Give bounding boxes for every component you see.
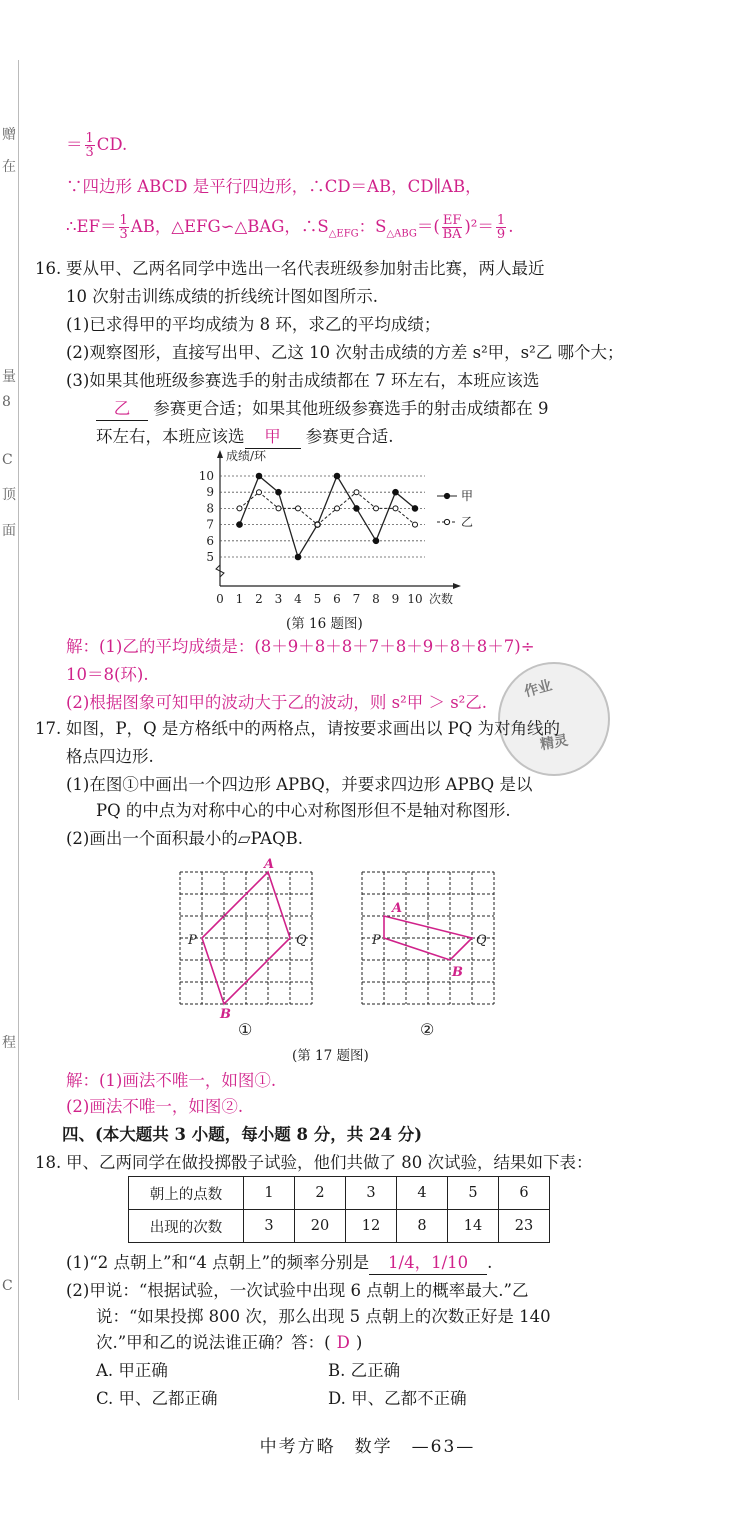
option-c: C. 甲、乙都正确 (96, 1389, 218, 1408)
q17-text-1: 如图，P，Q 是方格纸中的两格点，请按要求画出以 PQ 为对角线的 (66, 719, 560, 738)
question-number-17: 17. (35, 719, 62, 738)
data-point (276, 506, 281, 511)
x-tick-label: 0 (216, 592, 224, 606)
margin-fragment: 程 (2, 1035, 16, 1051)
page-fold-line (18, 60, 19, 1400)
point-label-P: P (372, 933, 381, 948)
table-cell: 14 (448, 1210, 499, 1243)
q16-solution-2: 10＝8(环). (66, 665, 149, 684)
q16-line-chart (190, 446, 490, 614)
q16-part-1: (1)已求得甲的平均成绩为 8 环，求乙的平均成绩； (66, 315, 441, 334)
table-cell: 23 (499, 1210, 550, 1243)
option-b: B. 乙正确 (328, 1361, 401, 1380)
margin-fragment: C (2, 1278, 13, 1294)
data-point (412, 506, 418, 512)
q17-solution-2: (2)画法不唯一，如图②. (66, 1097, 244, 1116)
q17-part-1: (1)在图①中画出一个四边形 APBQ，并要求四边形 APBQ 是以 (66, 775, 533, 794)
data-point (315, 522, 320, 527)
data-point (413, 522, 418, 527)
x-tick-label: 7 (352, 592, 361, 606)
q18-part-2-line1: (2)甲说：“根据试验，一次试验中出现 6 点朝上的概率最大.”乙 (66, 1281, 529, 1300)
figure-label-2: ② (420, 1020, 435, 1039)
q16-part-2: (2)观察图形，直接写出甲、乙这 10 次射击成绩的方差 s²甲，s²乙 哪个大； (66, 343, 624, 362)
x-axis-label: 次数 (429, 592, 454, 606)
series-line-甲 (240, 476, 416, 557)
x-tick-label: 4 (294, 592, 302, 606)
legend-marker (444, 493, 449, 498)
margin-fragment: 赠 (2, 127, 16, 143)
q16-part-3-line2: 乙 参赛更合适；如果其他班级参赛选手的射击成绩都在 9 (96, 398, 549, 421)
x-tick-label: 5 (313, 592, 322, 606)
data-point (295, 554, 301, 560)
table-row (129, 1177, 550, 1210)
q17-grid-figure-2 (358, 852, 498, 1012)
data-point (335, 506, 340, 511)
answer-blank: 甲 (245, 426, 301, 449)
figure-label-1: ① (238, 1020, 253, 1039)
margin-fragment: 量 (2, 369, 16, 385)
prev-solution-line-2: ∵四边形 ABCD 是平行四边形，∴CD＝AB，CD∥AB， (66, 177, 482, 196)
answer-choice: D (336, 1333, 350, 1352)
prev-solution-line-1: ＝ $\frac{1}{3}$ CD. (66, 131, 128, 160)
table-cell: 6 (499, 1177, 550, 1210)
q16-text-1: 要从甲、乙两名同学中选出一名代表班级参加射击比赛，两人最近 (66, 259, 545, 278)
q18-part-2-line2: 说：“如果投掷 800 次，那么出现 5 点朝上的次数正好是 140 (96, 1307, 551, 1326)
question-number-18: 18. (35, 1153, 62, 1172)
legend-label: 甲 (461, 489, 474, 503)
y-tick-label: 6 (206, 533, 214, 548)
data-point (373, 538, 379, 544)
margin-fragment: 8 (2, 394, 11, 410)
y-tick-label: 7 (206, 517, 214, 532)
answer-blank: 1/4，1/10 (369, 1252, 487, 1275)
section-header: 四、(本大题共 3 小题，每小题 8 分，共 24 分) (62, 1125, 423, 1144)
data-point (374, 506, 379, 511)
table-cell: 出现的次数 (129, 1210, 244, 1243)
data-point (276, 489, 282, 495)
x-tick-label: 2 (255, 592, 263, 606)
table-cell: 5 (448, 1177, 499, 1210)
table-cell: 20 (295, 1210, 346, 1243)
prev-solution-line-3: ∴EF＝ $\frac{1}{3}$ AB，△EFG∽△BAG，$\therefore S_{\triangle EFG}$：$S_{\triangle ABG}=$( $\frac{EF}{BA}$ )²＝ $\frac{1}{9}$ . (66, 213, 514, 242)
y-tick-label: 8 (206, 501, 214, 516)
table-cell: 12 (346, 1210, 397, 1243)
table-cell: 朝上的点数 (129, 1177, 244, 1210)
y-tick-label: 5 (206, 550, 214, 564)
q16-solution-3: (2)根据图象可知甲的波动大于乙的波动，则 s²甲 ＞ s²乙. (66, 693, 488, 712)
q17-part-1-line2: PQ 的中点为对称中心的中心对称图形但不是轴对称图形. (96, 801, 511, 820)
y-tick-label: 10 (198, 469, 214, 483)
q18-part-2-line3: 次.”甲和乙的说法谁正确？答：( D ) (96, 1333, 363, 1352)
q18-part-1: (1)“2 点朝上”和“4 点朝上”的频率分别是 1/4，1/10 . (66, 1252, 492, 1275)
point-label-A: A (392, 901, 403, 916)
y-axis-label: 成绩/环 (226, 449, 267, 463)
point-label-A: A (264, 857, 275, 872)
q16-part-3-line3: 环左右，本班应该选 甲 参赛更合适. (96, 426, 394, 449)
q16-part-3: (3)如果其他班级参赛选手的射击成绩都在 7 环左右，本班应该选 (66, 371, 540, 390)
data-point (393, 506, 398, 511)
option-d: D. 甲、乙都不正确 (328, 1389, 467, 1408)
y-axis-arrow (217, 450, 223, 458)
legend-marker (444, 519, 449, 524)
data-point (257, 490, 262, 495)
x-tick-label: 3 (274, 592, 283, 606)
x-tick-label: 8 (372, 592, 380, 606)
q17-part-2: (2)画出一个面积最小的▱PAQB. (66, 829, 303, 848)
y-tick-label: 9 (206, 485, 214, 500)
table-row (129, 1210, 550, 1243)
point-label-Q: Q (476, 933, 487, 948)
stamp-watermark: 作业 精灵 (498, 662, 610, 776)
point-label-Q: Q (296, 933, 307, 948)
data-point (237, 522, 243, 528)
table-cell: 2 (295, 1177, 346, 1210)
q17-solution-1: 解：(1)画法不唯一，如图①. (66, 1071, 277, 1090)
data-point (354, 506, 360, 512)
option-a: A. 甲正确 (96, 1361, 168, 1380)
data-point (256, 473, 262, 479)
q17-text-2: 格点四边形. (66, 747, 154, 766)
point-label-P: P (188, 933, 197, 948)
figure-caption: (第 16 题图) (286, 616, 363, 632)
point-label-B: B (452, 965, 463, 980)
q18-text-1: 甲、乙两同学在做投掷骰子试验，他们共做了 80 次试验，结果如下表： (66, 1153, 593, 1172)
figure-caption: (第 17 题图) (292, 1048, 369, 1064)
q16-solution-1: 解：(1)乙的平均成绩是：(8＋9＋8＋8＋7＋8＋9＋8＋8＋7)÷ (66, 637, 535, 656)
dice-result-table (128, 1176, 550, 1243)
data-point (296, 506, 301, 511)
page-footer: 中考方略 数学 —63— (259, 1437, 476, 1457)
point-label-B: B (220, 1007, 231, 1022)
question-number-16: 16. (35, 259, 62, 278)
x-tick-label: 10 (407, 592, 423, 606)
margin-fragment: 顶 (2, 487, 16, 503)
x-tick-label: 1 (235, 592, 244, 606)
table-cell: 1 (244, 1177, 295, 1210)
q17-grid-figure-1 (176, 852, 316, 1022)
table-cell: 8 (397, 1210, 448, 1243)
margin-fragment: C (2, 452, 13, 468)
data-point (237, 506, 242, 511)
table-cell: 3 (346, 1177, 397, 1210)
q16-text-2: 10 次射击训练成绩的折线统计图如图所示. (66, 287, 378, 306)
data-point (354, 490, 359, 495)
data-point (393, 489, 399, 495)
x-tick-label: 9 (391, 592, 400, 606)
answer-blank: 乙 (96, 398, 148, 421)
table-cell: 4 (397, 1177, 448, 1210)
legend-label: 乙 (461, 515, 474, 529)
margin-fragment: 在 (2, 159, 16, 175)
data-point (334, 473, 340, 479)
x-axis-arrow (453, 583, 461, 589)
table-cell: 3 (244, 1210, 295, 1243)
margin-fragment: 面 (2, 523, 16, 539)
x-tick-label: 6 (333, 592, 341, 606)
